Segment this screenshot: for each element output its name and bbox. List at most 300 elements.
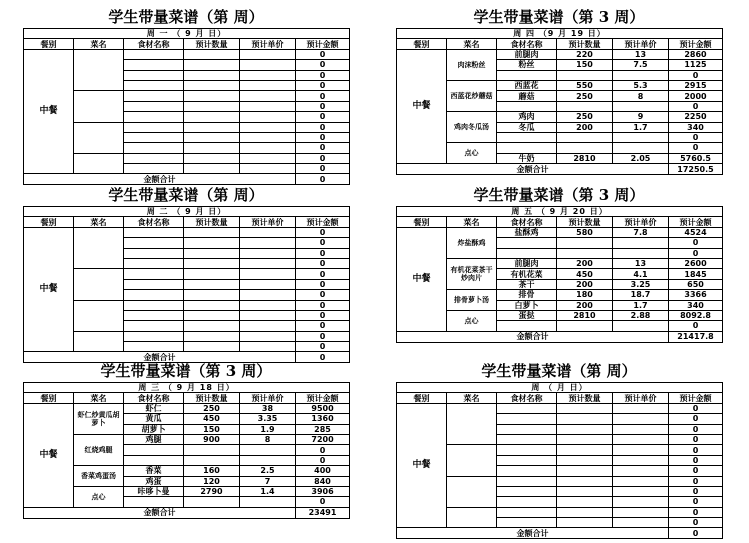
planned-unit-price [613,507,669,517]
planned-amount: 0 [296,227,350,237]
planned-amount: 0 [669,486,723,496]
planned-quantity [184,238,240,248]
planned-unit-price [613,403,669,413]
ingredient-name [124,310,184,320]
planned-unit-price [240,331,296,341]
planned-amount: 0 [669,132,723,142]
menu-table [396,28,723,175]
planned-quantity [557,70,613,80]
planned-quantity [557,143,613,153]
planned-quantity [184,497,240,507]
meal-label: 中餐 [24,49,74,174]
ingredient-name [124,132,184,142]
planned-amount: 2915 [669,80,723,90]
planned-unit-price [240,132,296,142]
sum-label: 金额合计 [24,507,296,518]
planned-quantity [184,164,240,174]
ingredient-name: 鸡肉 [497,112,557,122]
planned-unit-price: 5.3 [613,80,669,90]
planned-quantity [184,70,240,80]
planned-unit-price: 2.88 [613,310,669,320]
planned-amount: 0 [296,310,350,320]
ingredient-name [124,122,184,132]
planned-amount: 0 [296,122,350,132]
planned-quantity [557,476,613,486]
ingredient-name [124,80,184,90]
planned-amount: 0 [296,153,350,163]
column-header: 菜名 [447,217,497,227]
planned-quantity [184,331,240,341]
planned-unit-price [240,60,296,70]
planned-amount: 0 [296,455,350,465]
planned-quantity [184,143,240,153]
planned-amount: 0 [296,248,350,258]
dish-name [74,122,124,153]
planned-amount: 0 [296,80,350,90]
dish-name [447,476,497,507]
column-header: 餐别 [24,217,74,227]
planned-unit-price: 13 [613,258,669,268]
column-header: 预计单价 [240,393,296,403]
planned-unit-price [240,445,296,455]
dish-name [74,227,124,269]
planned-unit-price: 8 [613,91,669,101]
column-header: 预计数量 [557,217,613,227]
column-header: 食材名称 [497,217,557,227]
column-header: 餐别 [397,393,447,403]
planned-quantity [184,153,240,163]
menu-panel-blank [396,360,722,539]
planned-quantity: 120 [184,476,240,486]
planned-unit-price: 38 [240,403,296,413]
ingredient-name: 香菜 [124,466,184,476]
planned-quantity [557,414,613,424]
ingredient-name [124,227,184,237]
planned-quantity [184,342,240,352]
sum-total: 23491 [296,507,350,518]
planned-amount: 0 [296,497,350,507]
dish-name: 香菜鸡蛋汤 [74,466,124,487]
planned-amount: 4524 [669,227,723,237]
dish-name [74,153,124,174]
ingredient-name: 鸡蛋 [124,476,184,486]
planned-amount: 0 [669,445,723,455]
menu-table [23,382,350,519]
ingredient-name [124,445,184,455]
day-header: 周 二 （ 9 月 日） [24,207,350,217]
ingredient-name: 蘑菇 [497,91,557,101]
planned-quantity [184,49,240,59]
menu-panel-wednesday [23,360,349,519]
menu-title: 学生带量菜谱（第 周） [108,8,264,26]
planned-amount: 0 [669,434,723,444]
planned-unit-price: 18.7 [613,290,669,300]
dish-name [447,445,497,476]
planned-unit-price: 13 [613,49,669,59]
dish-name [74,269,124,300]
ingredient-name [497,424,557,434]
planned-unit-price [240,290,296,300]
planned-unit-price: 4.1 [613,269,669,279]
planned-unit-price: 1.7 [613,122,669,132]
planned-amount: 0 [296,60,350,70]
planned-amount: 0 [669,518,723,528]
planned-amount: 0 [296,70,350,80]
sum-label: 金额合计 [24,352,296,363]
ingredient-name [497,476,557,486]
ingredient-name [497,238,557,248]
planned-quantity: 160 [184,466,240,476]
planned-amount: 0 [669,248,723,258]
planned-quantity [557,132,613,142]
planned-quantity [184,112,240,122]
planned-quantity: 200 [557,300,613,310]
column-header: 菜名 [447,39,497,49]
planned-unit-price [240,342,296,352]
planned-amount: 2600 [669,258,723,268]
ingredient-name [124,91,184,101]
column-header: 预计数量 [184,39,240,49]
planned-amount: 0 [669,70,723,80]
meal-label: 中餐 [24,227,74,352]
menu-table [23,206,350,363]
planned-amount: 0 [296,112,350,122]
planned-unit-price [240,497,296,507]
planned-amount: 3906 [296,486,350,496]
planned-amount: 0 [296,279,350,289]
ingredient-name [497,248,557,258]
ingredient-name [124,497,184,507]
planned-unit-price [613,238,669,248]
planned-unit-price [613,424,669,434]
dish-name: 西蓝花炒蘑菇 [447,80,497,111]
ingredient-name [124,143,184,153]
planned-quantity [184,91,240,101]
planned-unit-price [613,248,669,258]
column-header: 菜名 [74,217,124,227]
planned-amount: 0 [669,403,723,413]
planned-amount: 8092.8 [669,310,723,320]
menu-table [396,206,723,343]
planned-unit-price [240,227,296,237]
dish-name: 肉沫粉丝 [447,49,497,80]
ingredient-name [124,342,184,352]
ingredient-name [124,321,184,331]
table-row [397,227,723,237]
ingredient-name: 鸡腿 [124,434,184,444]
column-header: 菜名 [447,393,497,403]
menu-panel-tuesday [23,184,349,363]
planned-amount: 0 [296,164,350,174]
planned-unit-price [240,269,296,279]
planned-quantity [184,290,240,300]
planned-quantity: 2810 [557,310,613,320]
table-row [24,227,350,237]
ingredient-name: 前腿肉 [497,49,557,59]
sum-label: 金额合计 [397,331,669,342]
dish-name: 点心 [74,486,124,507]
ingredient-name: 排骨 [497,290,557,300]
ingredient-name [497,486,557,496]
planned-unit-price: 7.8 [613,227,669,237]
planned-unit-price [240,455,296,465]
planned-unit-price [240,122,296,132]
planned-amount: 0 [296,91,350,101]
ingredient-name: 前腿肉 [497,258,557,268]
dish-name: 鸡肉冬瓜汤 [447,112,497,143]
ingredient-name [124,455,184,465]
planned-quantity [557,466,613,476]
ingredient-name [497,445,557,455]
sum-total: 0 [296,352,350,363]
planned-quantity [184,445,240,455]
planned-amount: 0 [669,476,723,486]
planned-unit-price [240,153,296,163]
planned-quantity [184,101,240,111]
dish-name: 红烧鸡腿 [74,434,124,465]
column-header: 预计数量 [557,39,613,49]
planned-amount: 0 [669,414,723,424]
planned-unit-price [240,112,296,122]
planned-quantity [557,507,613,517]
menu-panel-friday [396,184,722,343]
dish-name [74,331,124,352]
planned-amount: 0 [669,101,723,111]
planned-amount: 0 [669,466,723,476]
ingredient-name [124,248,184,258]
ingredient-name: 有机花菜 [497,269,557,279]
ingredient-name [497,143,557,153]
planned-unit-price: 3.25 [613,279,669,289]
planned-amount: 0 [296,331,350,341]
planned-quantity [557,445,613,455]
ingredient-name: 西蓝花 [497,80,557,90]
planned-unit-price [240,101,296,111]
planned-quantity [184,300,240,310]
sum-total: 17250.5 [669,164,723,175]
ingredient-name: 虾仁 [124,403,184,413]
planned-quantity: 250 [557,112,613,122]
planned-quantity [557,486,613,496]
planned-amount: 0 [669,507,723,517]
planned-unit-price [613,466,669,476]
planned-quantity: 200 [557,258,613,268]
ingredient-name [124,238,184,248]
planned-amount: 0 [669,497,723,507]
planned-unit-price [613,414,669,424]
planned-amount: 7200 [296,434,350,444]
planned-quantity [557,518,613,528]
ingredient-name [497,414,557,424]
dish-name: 炸盐酥鸡 [447,227,497,258]
planned-amount: 1845 [669,269,723,279]
planned-amount: 5760.5 [669,153,723,163]
planned-quantity [184,321,240,331]
planned-quantity: 450 [557,269,613,279]
planned-amount: 0 [296,445,350,455]
planned-unit-price [240,279,296,289]
planned-amount: 0 [296,143,350,153]
table-row [397,403,723,413]
planned-unit-price: 2.05 [613,153,669,163]
sum-total: 0 [669,528,723,539]
planned-amount: 0 [669,321,723,331]
day-header: 周 三 （ 9 月 18 日） [24,383,350,393]
planned-unit-price [240,49,296,59]
ingredient-name [497,132,557,142]
planned-unit-price [240,70,296,80]
ingredient-name [497,518,557,528]
ingredient-name [124,331,184,341]
planned-unit-price [240,310,296,320]
ingredient-name [124,153,184,163]
planned-quantity: 180 [557,290,613,300]
dish-name [447,403,497,445]
planned-unit-price [240,91,296,101]
day-header: 周 （ 月 日） [397,383,723,393]
planned-unit-price [240,80,296,90]
planned-quantity: 220 [557,49,613,59]
column-header: 食材名称 [124,217,184,227]
sum-label: 金额合计 [397,164,669,175]
ingredient-name: 胡萝卜 [124,424,184,434]
planned-unit-price: 7.5 [613,60,669,70]
column-header: 预计数量 [557,393,613,403]
planned-unit-price [613,486,669,496]
planned-amount: 1125 [669,60,723,70]
planned-quantity [557,238,613,248]
menu-title: 学生带量菜谱（第 3 周） [473,8,645,26]
planned-unit-price: 1.9 [240,424,296,434]
planned-unit-price [613,476,669,486]
planned-quantity: 200 [557,279,613,289]
column-header: 预计金额 [669,393,723,403]
dish-name [447,507,497,528]
planned-quantity [184,248,240,258]
column-header: 预计金额 [296,217,350,227]
sum-total: 21417.8 [669,331,723,342]
meal-label: 中餐 [397,403,447,528]
planned-quantity [184,60,240,70]
planned-quantity [184,132,240,142]
planned-quantity [184,122,240,132]
planned-quantity [557,455,613,465]
table-row [24,49,350,59]
planned-unit-price [240,258,296,268]
column-header: 预计单价 [240,217,296,227]
planned-unit-price [613,455,669,465]
planned-unit-price [613,518,669,528]
column-header: 餐别 [397,39,447,49]
planned-unit-price [240,143,296,153]
planned-quantity: 150 [557,60,613,70]
ingredient-name: 茶干 [497,279,557,289]
ingredient-name [497,507,557,517]
planned-unit-price: 3.35 [240,414,296,424]
planned-amount: 0 [296,132,350,142]
planned-amount: 2250 [669,112,723,122]
meal-label: 中餐 [24,403,74,507]
planned-quantity: 250 [184,403,240,413]
planned-unit-price [613,321,669,331]
ingredient-name [124,112,184,122]
planned-unit-price [240,321,296,331]
planned-amount: 285 [296,424,350,434]
meal-label: 中餐 [397,49,447,163]
planned-amount: 0 [296,101,350,111]
planned-amount: 0 [296,321,350,331]
day-header: 周 一 （ 9 月 日） [24,29,350,39]
planned-amount: 840 [296,476,350,486]
planned-amount: 0 [296,49,350,59]
planned-quantity: 900 [184,434,240,444]
planned-quantity [557,248,613,258]
column-header: 预计数量 [184,217,240,227]
menu-title: 学生带量菜谱（第 3 周） [473,186,645,204]
planned-amount: 0 [296,300,350,310]
planned-unit-price [613,70,669,80]
planned-amount: 0 [669,143,723,153]
planned-unit-price: 9 [613,112,669,122]
planned-amount: 400 [296,466,350,476]
ingredient-name [497,466,557,476]
table-row [24,403,350,413]
ingredient-name: 盐酥鸡 [497,227,557,237]
planned-unit-price [613,434,669,444]
column-header: 食材名称 [497,393,557,403]
ingredient-name [124,101,184,111]
planned-quantity [184,258,240,268]
planned-unit-price [240,238,296,248]
planned-unit-price [613,497,669,507]
column-header: 预计单价 [613,217,669,227]
planned-amount: 2000 [669,91,723,101]
table-row [397,49,723,59]
ingredient-name: 咔哆卜曼 [124,486,184,496]
planned-unit-price [613,143,669,153]
ingredient-name [497,321,557,331]
planned-amount: 340 [669,122,723,132]
column-header: 预计金额 [669,39,723,49]
ingredient-name [497,455,557,465]
sum-label: 金额合计 [397,528,669,539]
menu-title: 学生带量菜谱（第 周） [108,186,264,204]
planned-quantity: 150 [184,424,240,434]
column-header: 餐别 [24,393,74,403]
dish-name: 点心 [447,143,497,164]
planned-unit-price: 1.4 [240,486,296,496]
planned-amount: 0 [669,238,723,248]
ingredient-name: 冬瓜 [497,122,557,132]
column-header: 预计金额 [296,393,350,403]
dish-name: 排骨萝卜汤 [447,290,497,311]
meal-label: 中餐 [397,227,447,331]
planned-amount: 340 [669,300,723,310]
planned-quantity: 250 [557,91,613,101]
planned-unit-price [240,164,296,174]
menu-table [23,28,350,185]
column-header: 预计单价 [240,39,296,49]
ingredient-name: 黄瓜 [124,414,184,424]
dish-name: 虾仁炒黄瓜胡萝卜 [74,403,124,434]
column-header: 预计单价 [613,393,669,403]
ingredient-name [497,101,557,111]
ingredient-name [497,403,557,413]
ingredient-name: 蛋挞 [497,310,557,320]
planned-quantity [184,80,240,90]
ingredient-name: 牛奶 [497,153,557,163]
ingredient-name [124,290,184,300]
